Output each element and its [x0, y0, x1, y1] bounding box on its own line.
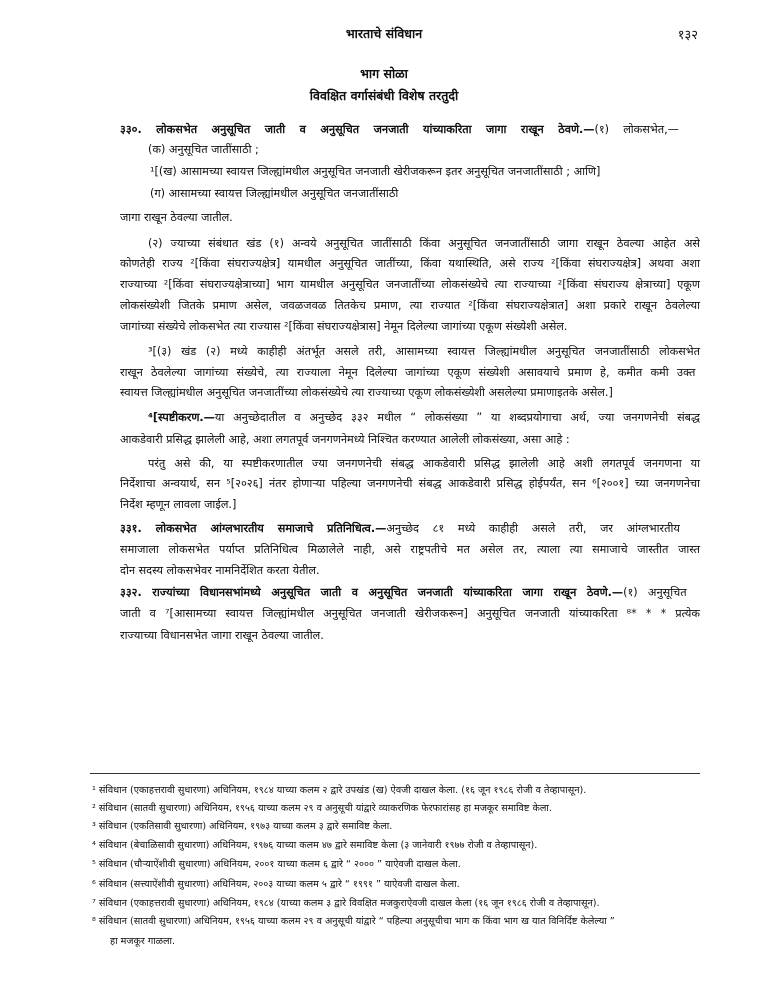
text-segment: दोन सदस्य लोकसभेवर नामनिर्देशित करता येतील.	[120, 564, 320, 577]
footnote: ³ संविधान (एकतिसावी सुधारणा) अधिनियम, १९७३ याच्या कलम ३ द्वारे समाविष्ट केला.	[92, 821, 393, 832]
body-line	[120, 277, 700, 292]
text-segment: ¹[(ख) आसामच्या स्वायत्त जिल्ह्यांमधील अनुसूचित जनजाती खेरीजकरून इतर अनुसूचित जनजातींसाठी ; आणि]	[150, 165, 601, 178]
text-segment: (ग) आसामच्या स्वायत्त जिल्ह्यांमधील अनुसूचित जनजातींसाठी	[150, 187, 399, 200]
footnote: ⁵ संविधान (चौऱ्याऐंशीवी सुधारणा) अधिनियम, २००१ याच्या कलम ६ द्वारे “ २००० ” याऐवजी दाखल केला.	[92, 859, 461, 870]
text-segment: स्वायत्त जिल्ह्यांमधील अनुसूचित जनजातींच्या लोकसंख्येचे त्या राज्याच्या एकूण लोकसंख्येशी असलेल्या प्रमाणाइतके असेल.]	[120, 386, 613, 399]
footnote: ⁴ संविधान (बेचाळिसावी सुधारणा) अधिनियम, १९७६ याच्या कलम ४७ द्वारे समाविष्ट केला (३ जानेवारी १९७७ रोजी व तेव्हापासून).	[92, 840, 538, 851]
footnote: ¹ संविधान (एकाहत्तरावी सुधारणा) अधिनियम, १९८४ याच्या कलम २ द्वारे उपखंड (ख) ऐवजी दाखल केला. (१६ जून १९८६ रोजी व तेव्हापासून).	[92, 785, 587, 796]
body-line	[120, 210, 700, 225]
footnote-divider	[90, 773, 700, 774]
body-line	[120, 628, 700, 643]
footnote: ⁶ संविधान (सत्त्याऐंशीवी सुधारणा) अधिनियम, २००३ याच्या कलम ५ द्वारे “ १९९१ ” याऐवजी दाखल केला.	[92, 879, 460, 890]
body-line	[148, 456, 700, 471]
text-segment: (१) अनुसूचित	[623, 586, 687, 599]
footnote: ² संविधान (सातवी सुधारणा) अधिनियम, १९५६ याच्या कलम २९ व अनुसूची यांद्वारे व्याकरणिक फेरफारांसह हा मजकूर समाविष्ट केला.	[92, 803, 552, 814]
body-line	[120, 122, 679, 137]
footnote: ⁸ संविधान (सातवी सुधारणा) अधिनियम, १९५६ याच्या कलम २९ व अनुसूची यांद्वारे “ पहिल्या अनुसूचीचा भाग क किंवा भाग ख यात विनिर्दिष्ट केलेल्या ”	[92, 916, 615, 927]
text-segment: राज्याच्या ²[किंवा संघराज्यक्षेत्राच्या] भाग यामधील अनुसूचित जनजातींच्या लोकसंख्येचे त्या राज्याच्या ²[किंवा संघराज्य क्षेत्राच्या] एकूण	[120, 278, 700, 291]
page-number: १३२	[677, 28, 698, 43]
text-segment: (२) ज्याच्या संबंधात खंड (१) अन्वये अनुसूचित जातींसाठी किंवा अनुसूचित जनजातींसाठी जागा राखून ठेवल्या आहेत असे	[148, 237, 700, 250]
text-segment: परंतु असे की, या स्पष्टीकरणातील ज्या जनगणनेची संबद्ध आकडेवारी प्रसिद्ध झालेली आहे अशी लगतपूर्व जनगणना या	[148, 457, 700, 470]
text-segment: या अनुच्छेदातील व अनुच्छेद ३३२ मधील “ लोकसंख्या ” या शब्दप्रयोगाचा अर्थ, ज्या जनगणनेची संबद्ध	[214, 411, 700, 424]
body-line	[148, 236, 700, 251]
body-line	[148, 142, 700, 157]
text-segment: जागांच्या संख्येचे लोकसभेत त्या राज्यास ²[किंवा संघराज्यक्षेत्रास] नेमून दिलेल्या जागांच्या एकूण संख्येशी असेल.	[120, 320, 568, 333]
body-line	[120, 497, 700, 512]
text-segment: लोकसंख्येशी जितके प्रमाण असेल, जवळजवळ तितकेच प्रमाण, त्या राज्यात ²[किंवा संघराज्यक्षेत्रात] अशा प्रकारे राखून ठेवलेल्या	[120, 299, 700, 312]
body-line	[120, 256, 700, 271]
text-segment: निर्देश म्हणून लावला जाईल.]	[120, 498, 237, 511]
body-line	[150, 164, 700, 179]
text-segment: जाती व ⁷[आसामच्या स्वायत्त जिल्ह्यांमधील अनुसूचित जनजाती खेरीजकरून] अनुसूचित जनजाती यांच्याकरिता ⁸* * * प्रत्येक	[120, 607, 700, 620]
body-line	[150, 186, 700, 201]
body-line	[120, 563, 700, 578]
text-segment: ³[(३) खंड (२) मध्ये काहीही अंतर्भूत असले तरी, आसामच्या स्वायत्त जिल्ह्यांमधील अनुसूचित जनजातींसाठी लोकसभेत	[148, 345, 700, 358]
body-line	[120, 432, 700, 447]
text-segment: निर्देशाचा अन्वयार्थ, सन ⁵[२०२६] नंतर होणाऱ्या पहिल्या जनगणनेची संबद्ध आकडेवारी प्रसिद्ध होईपर्यंत, सन ⁶[२००१] च्या जनगणनेचा	[120, 477, 700, 490]
heading-segment: ३३२. राज्यांच्या विधानसभांमध्ये अनुसूचित जाती व अनुसूचित जनजाती यांच्याकरिता जागा राखून ठेवणे.—	[120, 586, 624, 599]
text-segment: कोणतेही राज्य ²[किंवा संघराज्यक्षेत्र] यामधील अनुसूचित जातींच्या, किंवा यथास्थिति, असे राज्य ²[किंवा संघराज्यक्षेत्र] अथवा अशा	[120, 257, 700, 270]
text-segment: आकडेवारी प्रसिद्ध झालेली आहे, अशा लगतपूर्व जनगणनेमध्ये निश्चित करण्यात आलेली लोकसंख्या, असा आहे :	[120, 433, 570, 446]
part-title: भाग सोळा	[360, 66, 408, 81]
heading-segment: ३३१. लोकसभेत आंग्लभारतीय समाजाचे प्रतिनिधित्व.—	[120, 522, 387, 535]
heading-segment: ⁴[स्पष्टीकरण.—	[148, 411, 215, 424]
body-line	[120, 319, 700, 334]
body-line	[120, 365, 695, 380]
text-segment: समाजाला लोकसभेत पर्याप्त प्रतिनिधित्व मिळालेले नाही, असे राष्ट्रपतीचे मत असेल तर, त्याला त्या समाजाचे जास्तीत जास्त	[120, 543, 700, 556]
part-subtitle: विवक्षित वर्गासंबंधी विशेष तरतुदी	[309, 88, 459, 103]
body-line	[120, 542, 700, 557]
footnote: ⁷ संविधान (एकाहत्तरावी सुधारणा) अधिनियम, १९८४ (याच्या कलम ३ द्वारे विवक्षित मजकुराऐवजी दाखल केला (१६ जून १९८६ रोजी व तेव्हापासून).	[92, 898, 600, 909]
body-line	[120, 585, 687, 600]
body-line	[148, 344, 700, 359]
text-segment: (१) लोकसभेत,—	[594, 123, 679, 136]
text-segment: अनुच्छेद ८१ मध्ये काहीही असले तरी, जर आंग्लभारतीय	[386, 522, 680, 535]
body-line	[120, 521, 680, 536]
body-line	[120, 606, 700, 621]
running-header-title: भारताचे संविधान	[345, 26, 423, 41]
text-segment: (क) अनुसूचित जातींसाठी ;	[148, 143, 259, 156]
heading-segment: ३३०. लोकसभेत अनुसूचित जाती व अनुसूचित जनजाती यांच्याकरिता जागा राखून ठेवणे.—	[120, 123, 595, 136]
body-line	[120, 298, 700, 313]
footnote: हा मजकूर गाळला.	[110, 936, 176, 947]
text-segment: जागा राखून ठेवल्या जातील.	[120, 211, 233, 224]
body-line	[148, 410, 700, 425]
body-line	[120, 385, 700, 400]
text-segment: राखून ठेवलेल्या जागांच्या संख्येचे, त्या राज्याला नेमून दिलेल्या जागांच्या एकूण संख्येशी असावयाचे प्रमाण हे, कमीत कमी उक्त	[120, 366, 696, 379]
text-segment: राज्याच्या विधानसभेत जागा राखून ठेवल्या जातील.	[120, 629, 324, 642]
body-line	[120, 476, 700, 491]
